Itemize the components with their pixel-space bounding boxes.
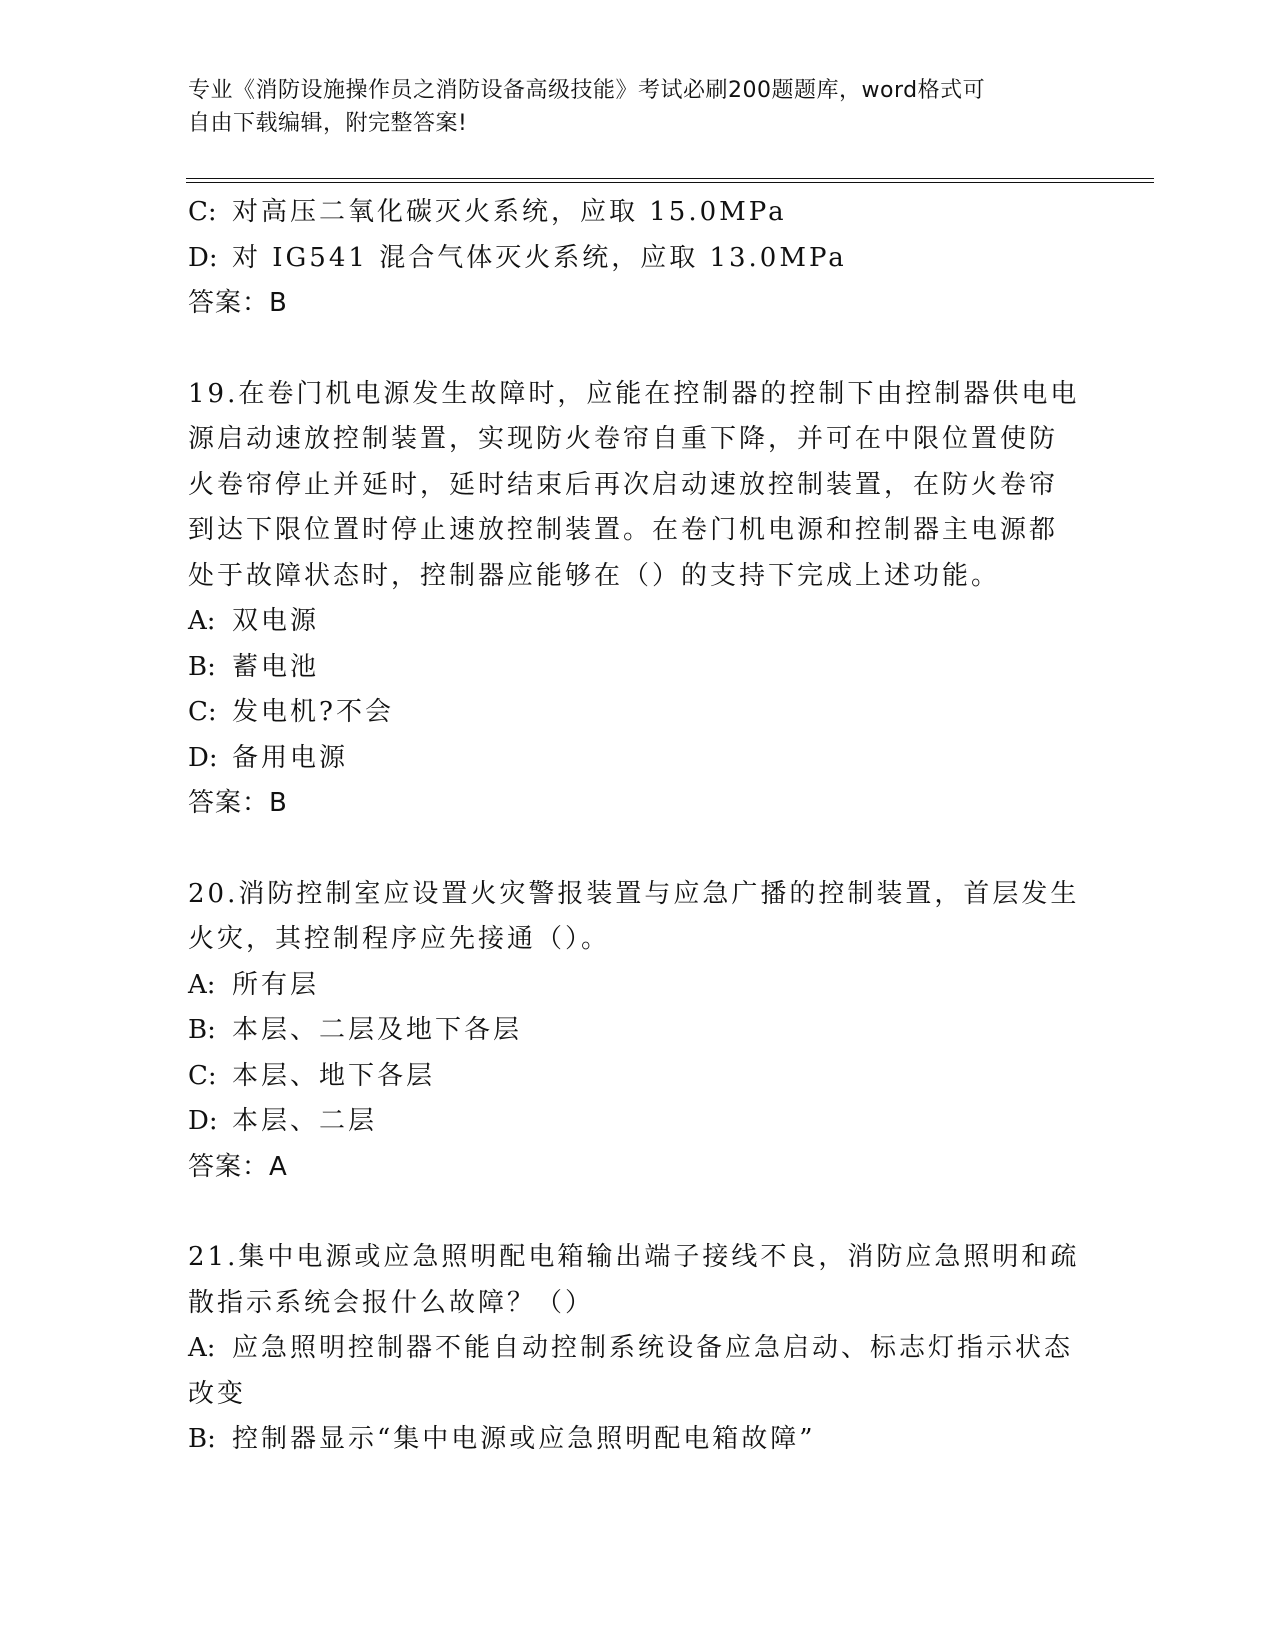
option-letter: B: <box>188 1015 216 1045</box>
question-stem-line: 到达下限位置时停止速放控制装置。在卷门机电源和控制器主电源都 <box>188 515 1059 545</box>
spacer <box>188 1190 1078 1235</box>
question-stem-line: 19.在卷门机电源发生故障时，应能在控制器的控制下由控制器供电电 <box>188 378 1080 409</box>
option-a <box>188 1326 1078 1372</box>
question-stem-line: 散指示系统会报什么故障？（） <box>188 1287 595 1318</box>
option-text: 发电机?不会 <box>232 697 394 727</box>
question-content <box>188 190 1078 1463</box>
header-rule <box>186 178 1154 184</box>
answer: 答案：A <box>188 1151 288 1182</box>
option-text: 本层、二层 <box>232 1106 378 1136</box>
question-21 <box>188 1235 1078 1463</box>
option-letter: D: <box>188 242 218 273</box>
question-stem-line: 20.消防控制室应设置火灾警报装置与应急广播的控制装置，首层发生 <box>188 878 1080 909</box>
option-d <box>188 736 1078 782</box>
answer: 答案：B <box>188 788 288 818</box>
question-stem-line: 火灾，其控制程序应先接通（）。 <box>188 924 611 954</box>
answer: 答案：B <box>188 288 288 318</box>
option-letter: D: <box>188 1106 218 1136</box>
option-letter: B: <box>188 1424 216 1454</box>
question-20 <box>188 872 1078 1191</box>
option-b <box>188 645 1078 691</box>
question-stem-line: 21.集中电源或应急照明配电箱输出端子接线不良，消防应急照明和疏 <box>188 1242 1080 1272</box>
option-letter: C: <box>188 697 217 727</box>
spacer <box>188 327 1078 372</box>
option-letter: A: <box>188 606 216 636</box>
option-a <box>188 599 1078 645</box>
option-text: 备用电源 <box>232 742 349 773</box>
option-c <box>188 690 1078 736</box>
option-d <box>188 236 1078 282</box>
question-stem-line: 源启动速放控制装置，实现防火卷帘自重下降，并可在中限位置使防 <box>188 424 1059 454</box>
question-stem-line: 处于故障状态时，控制器应能够在（）的支持下完成上述功能。 <box>188 560 1001 591</box>
option-letter: D: <box>188 742 218 773</box>
option-c <box>188 1054 1078 1100</box>
option-text: 控制器显示“集中电源或应急照明配电箱故障” <box>232 1424 816 1454</box>
header-rule-thin <box>186 182 1154 183</box>
option-letter: B: <box>188 651 216 682</box>
option-b <box>188 1417 1078 1463</box>
option-text: 双电源 <box>232 606 320 636</box>
question-stem-line: 火卷帘停止并延时，延时结束后再次启动速放控制装置，在防火卷帘 <box>188 469 1059 500</box>
header-rule-thick <box>186 178 1154 179</box>
option-text: 蓄电池 <box>232 651 320 682</box>
option-text: 应急照明控制器不能自动控制系统设备应急启动、标志灯指示状态 <box>232 1333 1074 1363</box>
option-c <box>188 190 1078 236</box>
option-d <box>188 1099 1078 1145</box>
question-18-tail <box>188 190 1078 327</box>
header-line-1: 专业《消防设施操作员之消防设备高级技能》考试必刷200题题库，word格式可 <box>188 78 986 103</box>
option-a-continuation: 改变 <box>188 1378 247 1409</box>
option-text: 对 IG541 混合气体灭火系统，应取 13.0MPa <box>232 242 847 273</box>
option-letter: C: <box>188 1060 217 1091</box>
question-19 <box>188 372 1078 827</box>
option-letter: A: <box>188 969 216 1000</box>
option-text: 所有层 <box>232 969 320 1000</box>
option-letter: A: <box>188 1333 216 1363</box>
option-text: 本层、地下各层 <box>232 1060 436 1091</box>
option-text: 本层、二层及地下各层 <box>232 1015 523 1045</box>
option-text: 对高压二氧化碳灭火系统，应取 15.0MPa <box>232 197 787 227</box>
header-line-2: 自由下载编辑，附完整答案! <box>188 111 468 136</box>
option-a <box>188 963 1078 1009</box>
option-b <box>188 1008 1078 1054</box>
option-letter: C: <box>188 197 217 227</box>
spacer <box>188 827 1078 872</box>
document-header <box>188 74 1088 140</box>
